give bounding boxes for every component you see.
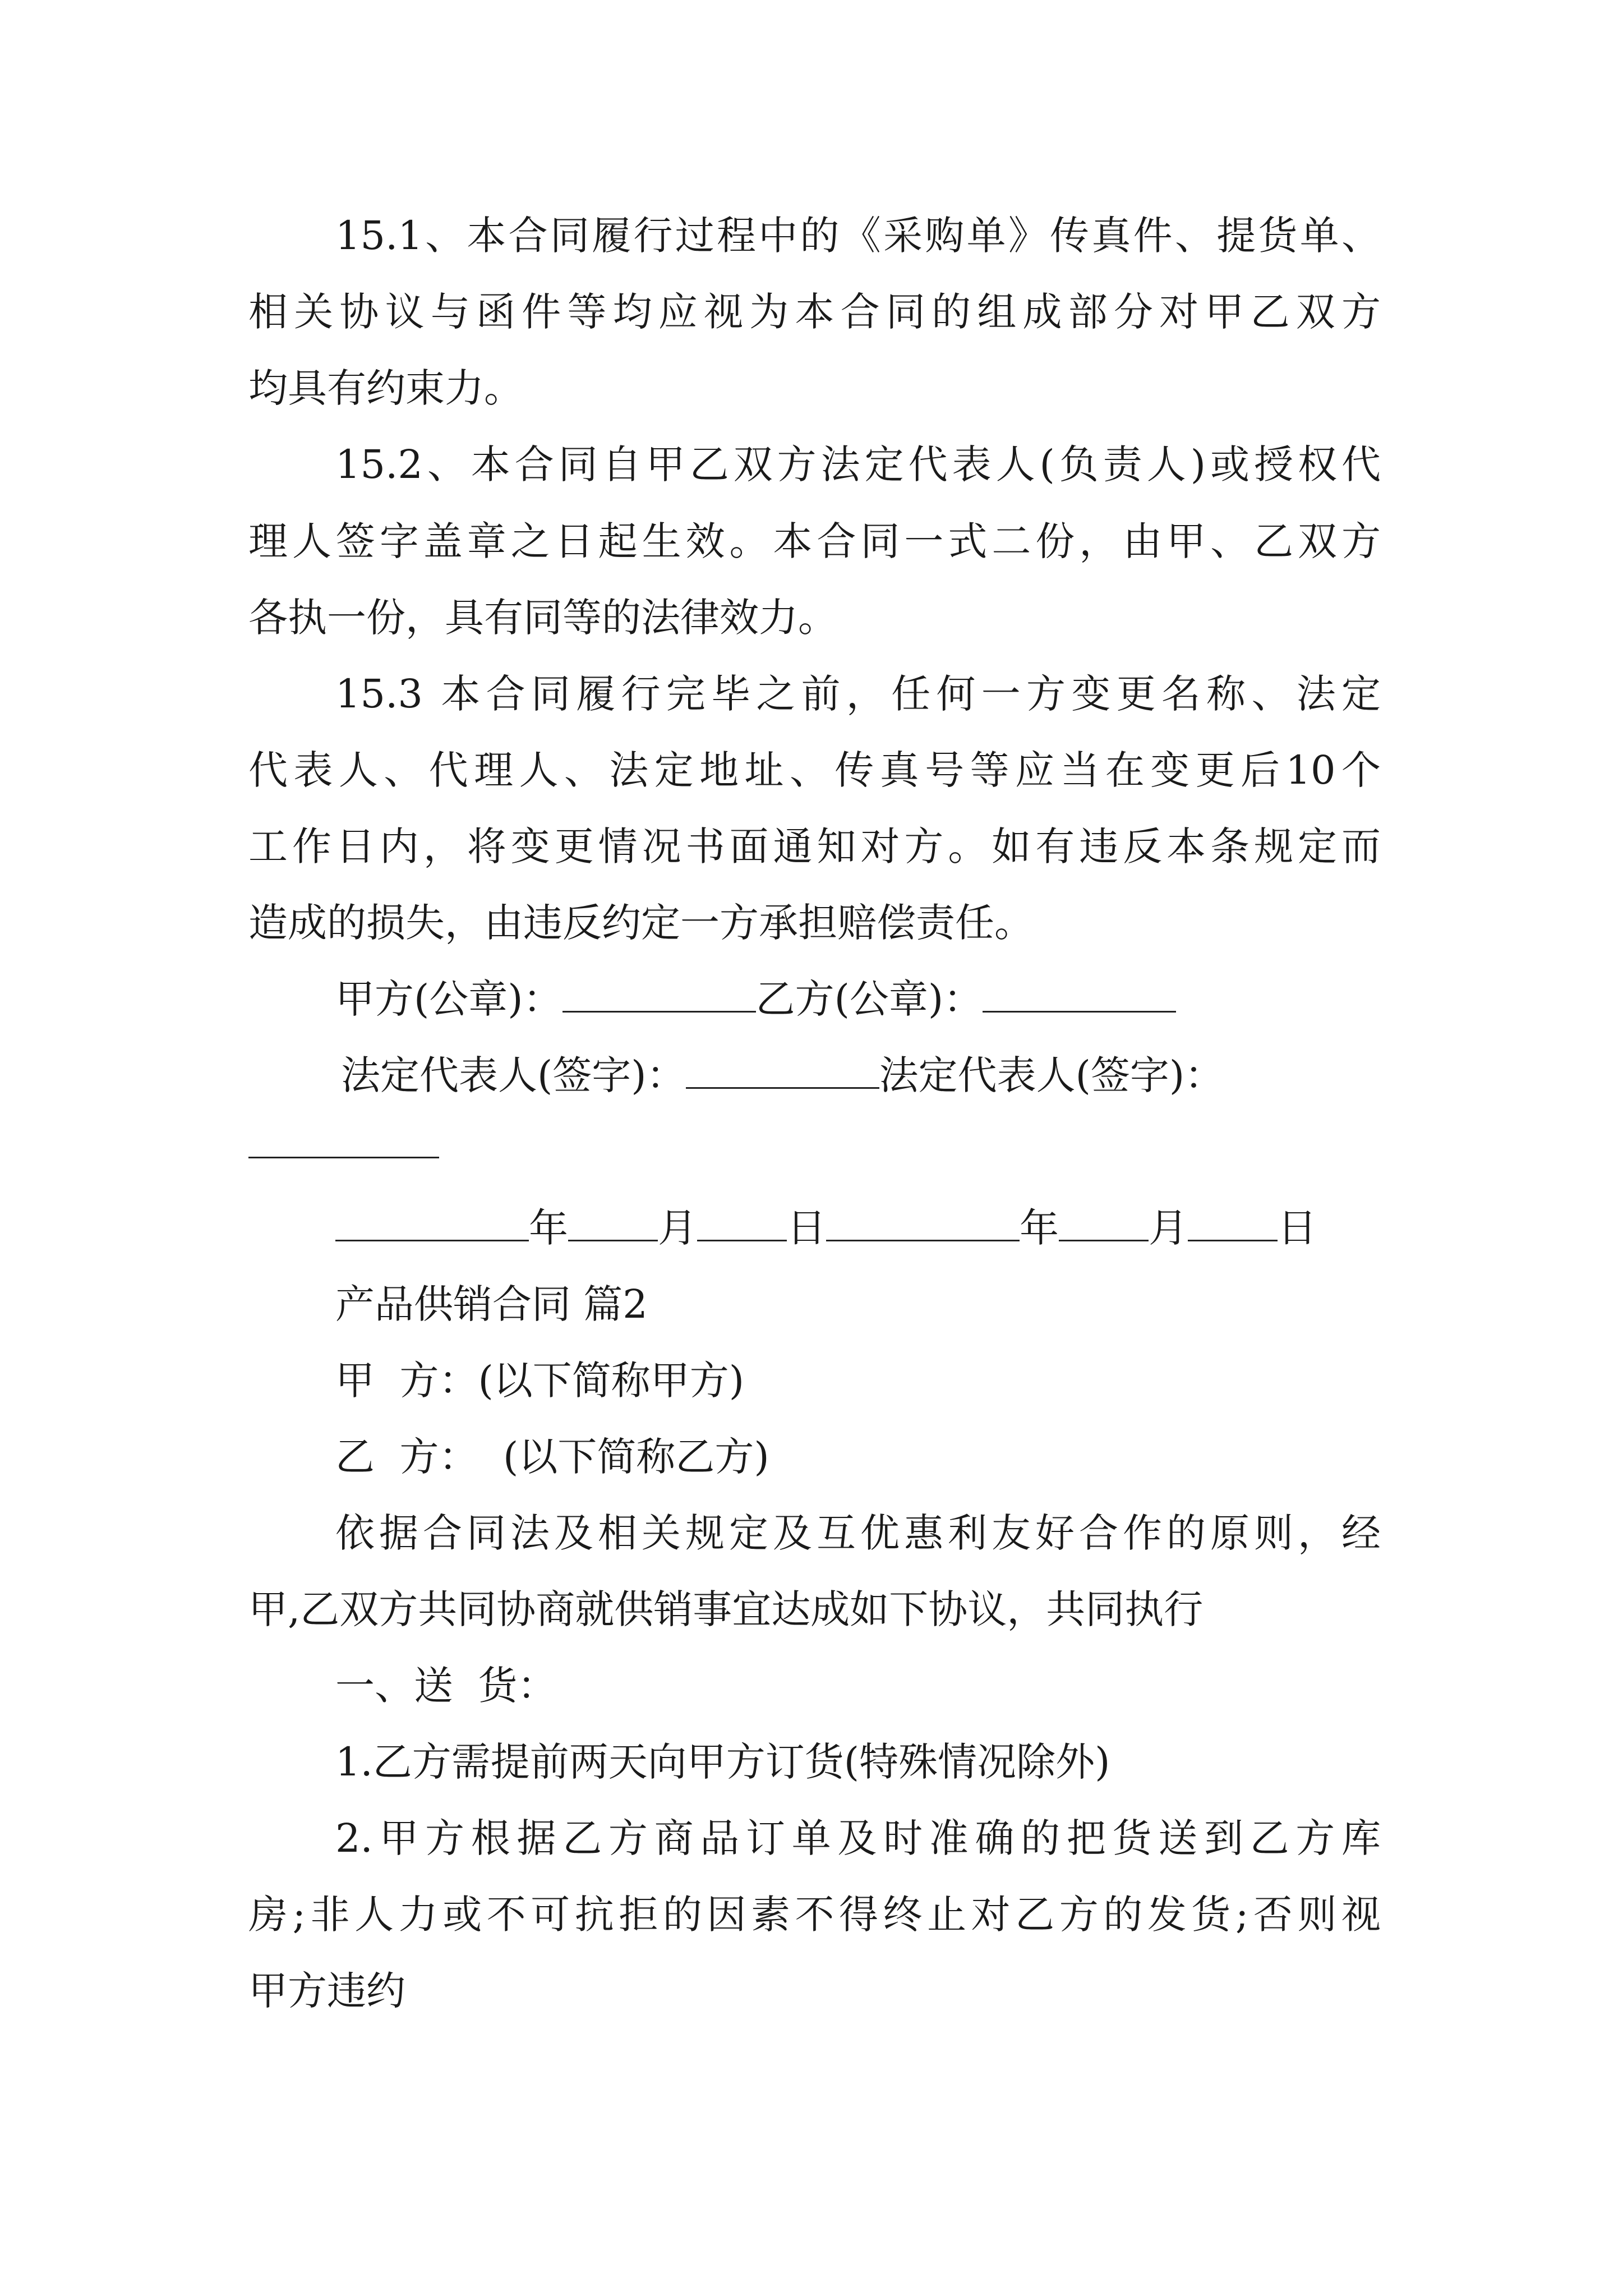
clause-15-1-line-2: 相关协议与函件等均应视为本合同的组成部分对甲乙双方 [248, 289, 1381, 335]
clause-15-1-line-3: 均具有约束力。 [248, 365, 523, 411]
party-a-seal-blank [562, 977, 756, 1013]
seal-row [335, 974, 1176, 1024]
section-delivery-heading: 一、送 货： [335, 1663, 557, 1709]
delivery-item-2-line-3: 甲方违约 [248, 1968, 405, 2014]
clause-15-2-line-1: 15.2、本合同自甲乙双方法定代表人(负责人)或授权代 [335, 441, 1381, 487]
legal-rep-b-label: 法定代表人(签字)： [879, 1052, 1224, 1098]
clause-15-3-line-3: 工作日内，将变更情况书面通知对方。如有违反本条规定而 [248, 823, 1381, 869]
party-a-line: 甲 方：(以下简称甲方) [335, 1358, 745, 1404]
date-b-day-blank [1188, 1206, 1278, 1241]
section-title-contract-2: 产品供销合同 篇2 [335, 1281, 648, 1327]
legal-rep-a-blank [686, 1053, 879, 1089]
date-a-day-blank [697, 1206, 787, 1241]
legal-rep-a-label: 法定代表人(签字)： [341, 1052, 686, 1098]
date-a-month-label: 月 [658, 1205, 697, 1251]
date-a-day-label: 日 [787, 1205, 826, 1251]
date-row [335, 1203, 1317, 1253]
date-a-year-blank [335, 1206, 529, 1241]
clause-15-3-line-1: 15.3 本合同履行完毕之前，任何一方变更名称、法定 [335, 671, 1381, 717]
party-b-seal-blank [983, 977, 1176, 1013]
clause-15-3-line-4: 造成的损失，由违反约定一方承担赔偿责任。 [248, 900, 1034, 946]
delivery-item-2-line-2: 房;非人力或不可抗拒的因素不得终止对乙方的发货;否则视 [248, 1892, 1381, 1938]
date-a-month-blank [568, 1206, 658, 1241]
date-b-day-label: 日 [1278, 1205, 1317, 1251]
clause-15-3-line-2: 代表人、代理人、法定地址、传真号等应当在变更后10个 [248, 747, 1381, 793]
party-b-line: 乙 方： (以下简称乙方) [335, 1434, 769, 1480]
date-a-year-label: 年 [529, 1205, 568, 1251]
legal-rep-b-blank [248, 1157, 439, 1158]
delivery-item-1: 1.乙方需提前两天向甲方订货(特殊情况除外) [335, 1739, 1110, 1785]
date-b-year-blank [826, 1206, 1020, 1241]
preamble-line-2: 甲,乙双方共同协商就供销事宜达成如下协议，共同执行 [248, 1586, 1204, 1632]
date-b-month-label: 月 [1149, 1205, 1188, 1251]
date-b-month-blank [1059, 1206, 1149, 1241]
clause-15-2-line-3: 各执一份，具有同等的法律效力。 [248, 595, 837, 641]
party-a-seal-label: 甲方(公章)： [335, 976, 562, 1022]
delivery-item-2-line-1: 2.甲方根据乙方商品订单及时准确的把货送到乙方库 [335, 1815, 1381, 1861]
date-b-year-label: 年 [1020, 1205, 1059, 1251]
clause-15-2-line-2: 理人签字盖章之日起生效。本合同一式二份，由甲、乙双方 [248, 518, 1381, 564]
party-b-seal-label: 乙方(公章)： [755, 976, 983, 1022]
legal-rep-row [341, 1050, 1224, 1101]
clause-15-1-line-1: 15.1、本合同履行过程中的《采购单》传真件、提货单、 [335, 213, 1381, 259]
preamble-line-1: 依据合同法及相关规定及互优惠利友好合作的原则，经 [335, 1510, 1381, 1556]
